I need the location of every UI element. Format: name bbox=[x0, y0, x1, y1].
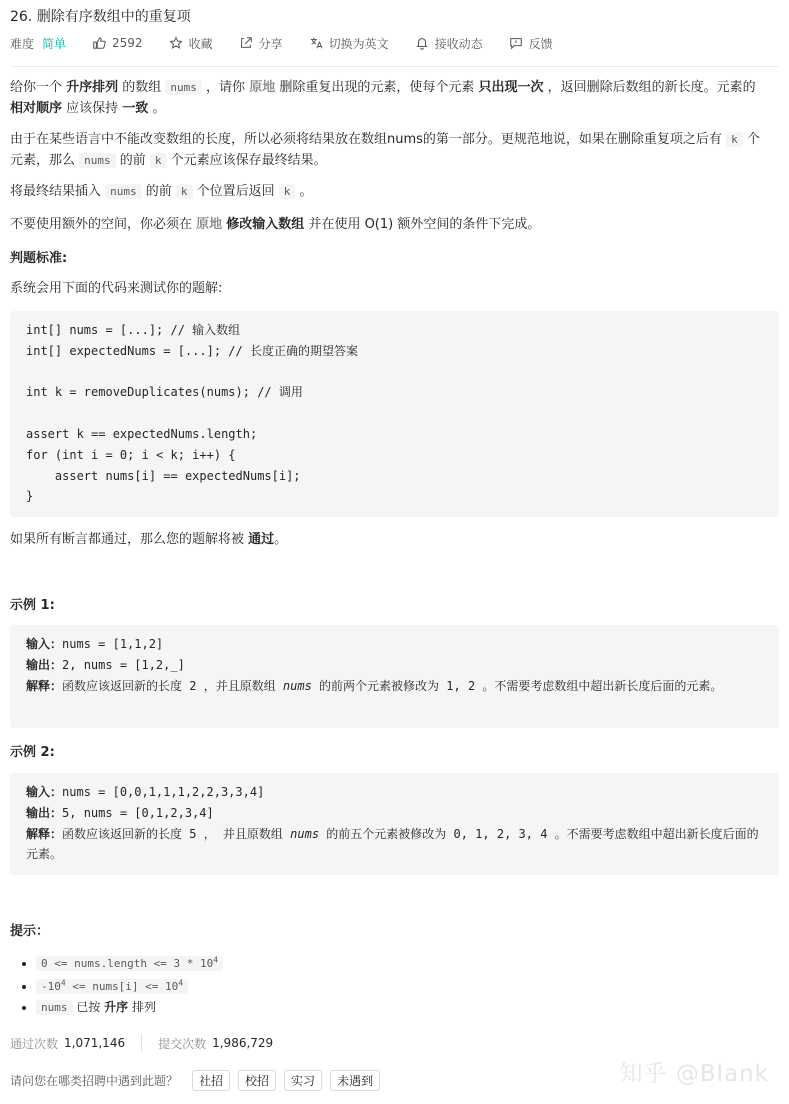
share-label: 分享 bbox=[258, 36, 283, 51]
feedback-icon bbox=[509, 36, 523, 50]
share-button[interactable] bbox=[239, 35, 283, 52]
difficulty-value: 简单 bbox=[42, 36, 67, 51]
example-1-heading: 示例 1: bbox=[10, 598, 55, 613]
accepted-label: 通过次数 bbox=[10, 1036, 59, 1051]
example-2-input: 输入：nums = [0,0,1,1,1,2,2,3,3,4] bbox=[26, 785, 265, 799]
difficulty bbox=[10, 35, 66, 52]
hint-item: • 0 <= nums.length <= $3 * 10^4$ bbox=[36, 950, 223, 974]
example-2-block bbox=[10, 773, 779, 875]
switch-language-label: 切换为英文 bbox=[328, 36, 389, 51]
hints-list bbox=[36, 950, 223, 1018]
like-button[interactable] bbox=[92, 36, 143, 50]
like-count: 2592 bbox=[112, 36, 143, 50]
example-2-output: 输出：5, nums = [0,1,2,3,4] bbox=[26, 805, 214, 820]
judge-text: 系统会用下面的代码来测试你的题解: bbox=[10, 281, 223, 296]
star-icon bbox=[169, 36, 183, 50]
example-1-output: 输出：2, nums = [1,2,_] bbox=[26, 657, 185, 672]
survey-question: 请问您在哪类招聘中遇到此题？ bbox=[10, 1074, 179, 1088]
hints-heading: 提示： bbox=[10, 924, 50, 939]
header-divider bbox=[10, 66, 779, 67]
subscribe-button[interactable] bbox=[415, 35, 483, 52]
judge-code-block: int[] nums = [...]; // 输入数组 int[] expectedNums = [...]; // 长度正确的期望答案 int k = removeDuplicates(nums); // 调用 assert k == expectedNums.length; for (int i = 0; i < k; i++) { assert nums[i] == expectedNums[i]; } bbox=[10, 311, 779, 517]
translate-icon bbox=[309, 36, 323, 50]
accepted-count: 1,071,146 bbox=[64, 1036, 126, 1050]
description-paragraph-4: 不要使用额外的空间，你必须在 原地 修改输入数组 并在使用 O(1) 额外空间的条件下完成。 bbox=[10, 217, 541, 232]
judge-heading: 判题标准: bbox=[10, 251, 68, 266]
problem-title: 26. 删除有序数组中的重复项 bbox=[10, 9, 191, 25]
subscribe-label: 接收动态 bbox=[434, 36, 483, 51]
survey-option-never[interactable]: 未遇到 bbox=[330, 1070, 380, 1091]
thumbs-up-icon bbox=[92, 36, 106, 50]
hint-item: • $-10^4$ <= nums[i] <= $10^4$ bbox=[36, 974, 223, 998]
hint-item: • nums 已按 升序 排列 bbox=[36, 997, 223, 1018]
example-2-explanation: 解释：函数应该返回新的长度 5 ， 并且原数组 nums 的前五个元素被修改为 0, 1, 2, 3, 4 。不需要考虑数组中超出新长度后面的元素。 bbox=[26, 826, 759, 862]
example-1-input: 输入：nums = [1,1,2] bbox=[26, 637, 164, 651]
share-icon bbox=[239, 36, 253, 50]
zhihu-watermark: 知乎 @Blank bbox=[619, 1061, 769, 1087]
survey-option-social[interactable]: 社招 bbox=[192, 1070, 230, 1091]
example-1-block bbox=[10, 625, 779, 728]
favorite-label: 收藏 bbox=[188, 36, 213, 51]
example-1-explanation: 解释：函数应该返回新的长度 2 ，并且原数组 nums 的前两个元素被修改为 1, 2 。不需要考虑数组中超出新长度后面的元素。 bbox=[26, 678, 723, 693]
example-2-heading: 示例 2: bbox=[10, 745, 55, 760]
survey-option-intern[interactable]: 实习 bbox=[284, 1070, 322, 1091]
stats-divider bbox=[141, 1034, 142, 1052]
bell-icon bbox=[415, 36, 429, 50]
feedback-label: 反馈 bbox=[528, 36, 553, 51]
description-paragraph-1: 给你一个 升序排列 的数组 nums ，请你 原地 删除重复出现的元素，使每个元素 只出现一次 ，返回删除后数组的新长度。元素的 相对顺序 应该保持 一致 。 bbox=[10, 80, 756, 116]
feedback-button[interactable] bbox=[509, 35, 553, 52]
pass-paragraph: 如果所有断言都通过，那么您的题解将被 通过。 bbox=[10, 532, 288, 547]
problem-meta-bar bbox=[10, 34, 579, 52]
description-paragraph-3: 将最终结果插入 nums 的前 k 个位置后返回 k 。 bbox=[10, 184, 313, 199]
recruitment-survey bbox=[10, 1070, 380, 1091]
switch-language-button[interactable] bbox=[309, 35, 389, 52]
difficulty-label: 难度 bbox=[10, 36, 35, 51]
survey-option-campus[interactable]: 校招 bbox=[238, 1070, 276, 1091]
submissions-count: 1,986,729 bbox=[212, 1036, 274, 1050]
favorite-button[interactable] bbox=[169, 35, 213, 52]
submissions-label: 提交次数 bbox=[158, 1036, 207, 1051]
submission-stats bbox=[10, 1034, 273, 1052]
description-paragraph-2: 由于在某些语言中不能改变数组的长度，所以必须将结果放在数组nums的第一部分。更规范地说，如果在删除重复项之后有 k 个元素，那么 nums 的前 k 个元素应该保存最终结果。 bbox=[10, 132, 760, 168]
